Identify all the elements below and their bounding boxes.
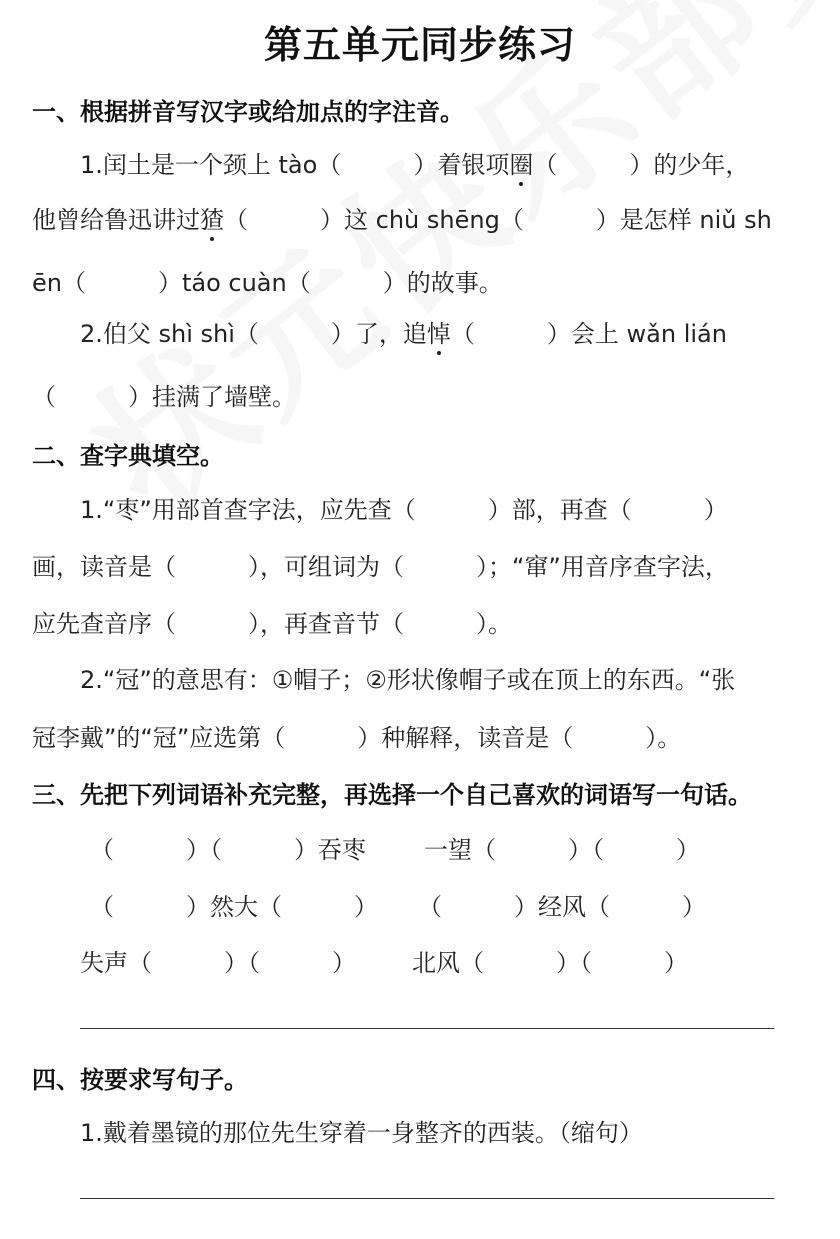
section1-heading: 一、根据拼音写汉字或给加点的字注音。 <box>32 98 464 126</box>
section2-line4: 2.“冠”的意思有：①帽子；②形状像帽子或在顶上的东西。“张 <box>80 666 736 694</box>
section4-line1: 1.戴着墨镜的那位先生穿着一身整齐的西装。（缩句） <box>80 1119 643 1147</box>
section2-line3: 应先查音序（ ），再查音节（ ）。 <box>32 610 512 638</box>
section1-line1-text-a: 1.闰土是一个颈上 tào（ ）着银项 <box>80 151 510 179</box>
section1-line1-text-b: （ ）的少年， <box>533 151 750 179</box>
section2-heading: 二、查字典填空。 <box>32 442 224 470</box>
section1-line4-text-b: （ ）会上 wǎn lián <box>450 320 727 348</box>
section1-line2-dotted-char: 猹 <box>200 200 224 235</box>
section1-line3: ēn（ ）táo cuàn（ ）的故事。 <box>32 269 503 297</box>
section1-line1 <box>80 145 749 180</box>
section1-line4-text-a: 2.伯父 shì shì（ ）了，追 <box>80 320 427 348</box>
idiom-3: （ ）然大（ ） <box>90 893 378 921</box>
section2-line2: 画，读音是（ ），可组词为（ ）；“窜”用音序查字法， <box>32 553 729 581</box>
section4-heading: 四、按要求写句子。 <box>32 1066 248 1094</box>
section1-line4-dotted-char: 悼 <box>427 314 451 349</box>
section1-line2-text-b: （ ）这 chù shēng（ ）是怎样 niǔ sh <box>224 206 772 234</box>
section1-line2-text-a: 他曾给鲁迅讲过 <box>32 206 200 234</box>
page-title: 第五单元同步练习 <box>263 23 576 67</box>
section1-line4 <box>80 314 727 349</box>
sentence-answer-line <box>80 1028 774 1029</box>
shorten-sentence-answer-line <box>80 1198 774 1199</box>
idiom-6: 北风（ ）（ ） <box>412 949 688 977</box>
idiom-2: 一望（ ）（ ） <box>424 836 700 864</box>
idiom-5: 失声（ ）（ ） <box>80 949 356 977</box>
section2-line5: 冠李戴”的“冠”应选第（ ）种解释，读音是（ ）。 <box>32 724 682 752</box>
section3-heading: 三、先把下列词语补充完整，再选择一个自己喜欢的词语写一句话。 <box>32 781 752 809</box>
section1-line5: （ ）挂满了墙壁。 <box>32 383 296 411</box>
idiom-4: （ ）经风（ ） <box>418 893 706 921</box>
idiom-1: （ ）（ ）吞枣 <box>90 836 366 864</box>
section2-line1: 1.“枣”用部首查字法，应先查（ ）部，再查（ ） <box>80 496 728 524</box>
section1-line1-dotted-char: 圈 <box>509 145 533 180</box>
section1-line2 <box>32 200 772 235</box>
